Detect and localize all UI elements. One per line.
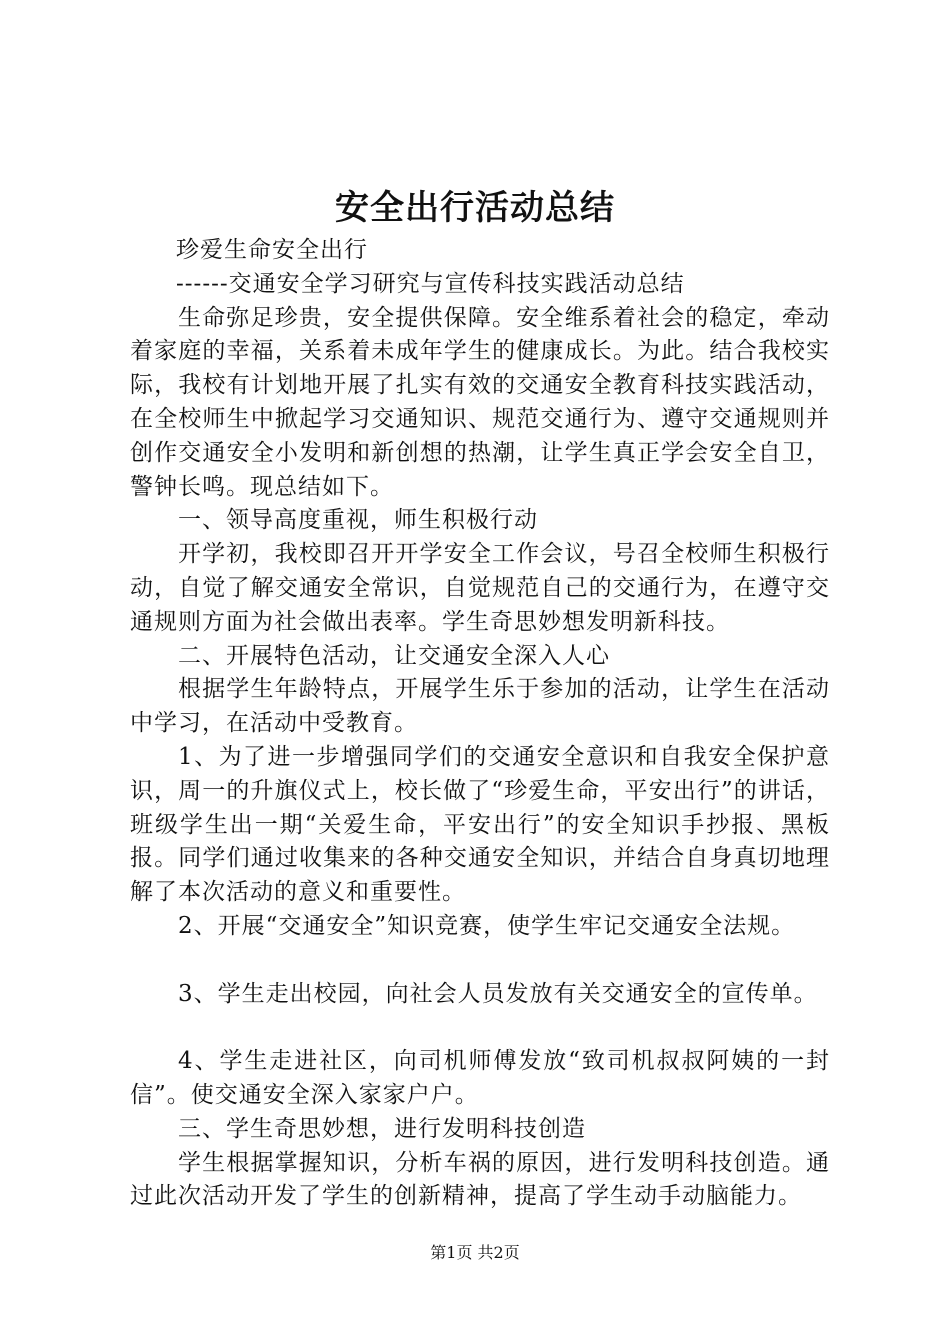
- document-title: 安全出行活动总结: [335, 188, 615, 228]
- list-item-2: 2、开展“交通安全”知识竞赛，使学生牢记交通安全法规。: [178, 912, 796, 939]
- subheading: ------交通安全学习研究与宣传科技实践活动总结: [176, 270, 685, 297]
- section-3-paragraph: 学生根据掌握知识，分析车祸的原因，进行发明科技创造。通过此次活动开发了学生的创新精神，提高了学生动手动脑能力。: [130, 1149, 830, 1210]
- list-item-3: 3、学生走出校园，向社会人员发放有关交通安全的宣传单。: [178, 980, 818, 1007]
- intro-paragraph: 生命弥足珍贵，安全提供保障。安全维系着社会的稳定，牵动着家庭的幸福，关系着未成年学生的健康成长。为此。结合我校实际，我校有计划地开展了扎实有效的交通安全教育科技实践活动，在全校师生中掀起学习交通知识、规范交通行为、遵守交通规则并创作交通安全小发明和新创想的热潮，让学生真正学会安全自卫，警钟长鸣。现总结如下。: [130, 304, 830, 500]
- section-2-paragraph: 根据学生年龄特点，开展学生乐于参加的活动，让学生在活动中学习，在活动中受教育。: [130, 676, 830, 737]
- page-footer: 第1页 共2页: [430, 1243, 520, 1262]
- section-1-paragraph: 开学初，我校即召开开学安全工作会议，号召全校师生积极行动，自觉了解交通安全常识，自觉规范自己的交通行为，在遵守交通规则方面为社会做出表率。学生奇思妙想发明新科技。: [130, 541, 830, 635]
- blank-line: [130, 1011, 830, 1045]
- section-1-heading: 一、领导高度重视，师生积极行动: [178, 507, 538, 534]
- document-body: [130, 234, 830, 1214]
- list-item-4: 4、学生走进社区，向司机师傅发放“致司机叔叔阿姨的一封信”。使交通安全深入家家户户。: [130, 1048, 830, 1108]
- list-item-1: 1、为了进一步增强同学们的交通安全意识和自我安全保护意识，周一的升旗仪式上，校长做了“珍爱生命，平安出行”的讲话，班级学生出一期“关爱生命，平安出行”的安全知识手抄报、黑板报。同学们通过收集来的各种交通安全知识，并结合自身真切地理解了本次活动的意义和重要性。: [130, 743, 830, 906]
- blank-line: [130, 944, 830, 978]
- subtitle: 珍爱生命安全出行: [176, 237, 368, 263]
- section-2-heading: 二、开展特色活动，让交通安全深入人心: [178, 642, 610, 669]
- section-3-heading: 三、学生奇思妙想，进行发明科技创造: [178, 1115, 586, 1142]
